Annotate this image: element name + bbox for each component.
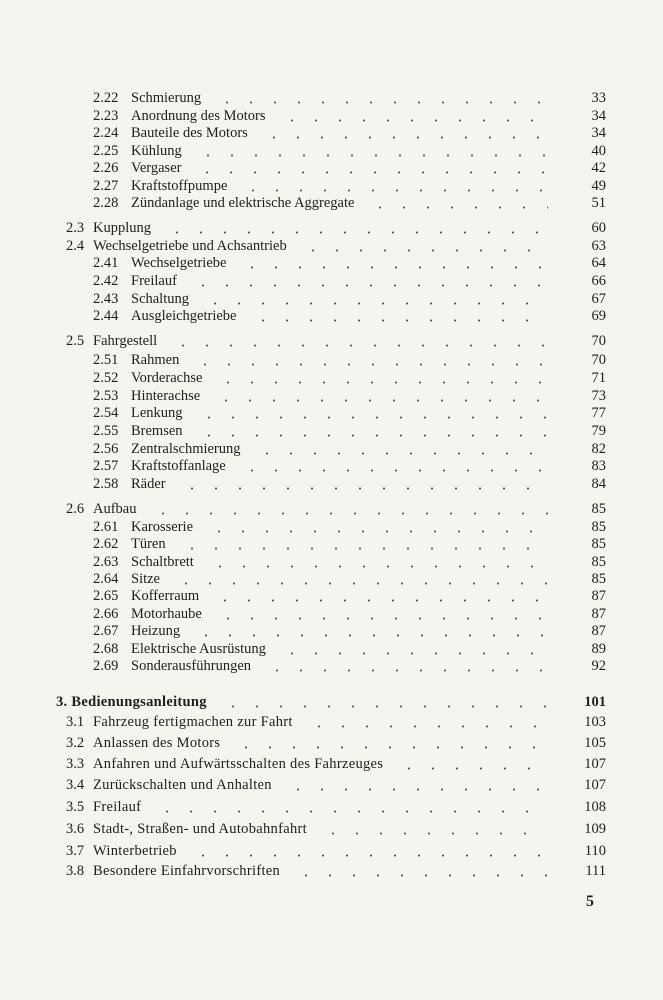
toc-entry-page: 105	[584, 735, 606, 751]
toc-entry	[0, 586, 663, 606]
dot-leader	[203, 302, 548, 305]
toc-entry-page: 70	[591, 352, 606, 368]
toc-entry	[0, 306, 663, 326]
toc-entry-number: 2.28	[93, 195, 119, 211]
toc-entry-page: 42	[591, 160, 606, 176]
dot-leader	[240, 266, 548, 269]
toc-entry-label: Kupplung	[93, 220, 151, 236]
toc-entry-number: 2.54	[93, 405, 119, 421]
toc-entry-label: Bremsen	[131, 423, 183, 439]
toc-entry-label: Elektrische Ausrüstung	[131, 641, 266, 657]
toc-entry-page: 51	[591, 195, 606, 211]
toc-entry	[0, 368, 663, 388]
dot-leader	[301, 249, 548, 252]
dot-leader	[215, 101, 548, 104]
toc-entry-number: 2.58	[93, 476, 119, 492]
toc-entry-number: 3.5	[66, 799, 85, 815]
dot-leader	[255, 452, 548, 455]
toc-entry-label: Fahrgestell	[93, 333, 158, 349]
toc-entry	[0, 456, 663, 476]
toc-entry-number: 3.1	[66, 714, 85, 730]
toc-entry-page: 82	[591, 441, 606, 457]
dot-leader	[207, 530, 548, 533]
toc-entry-number: 2.43	[93, 291, 119, 307]
toc-entry-page: 87	[591, 606, 606, 622]
toc-entry-label: Wechselgetriebe	[131, 255, 227, 271]
dot-leader	[195, 171, 548, 174]
toc-entry-label: Anlassen des Motors	[93, 735, 221, 751]
toc-entry-page: 34	[591, 108, 606, 124]
toc-entry	[0, 797, 663, 817]
toc-entry-label: Winterbetrieb	[93, 843, 177, 859]
dot-leader	[262, 136, 548, 139]
toc-entry-label: Räder	[131, 476, 166, 492]
toc-entry-label: Vorderachse	[131, 370, 203, 386]
toc-entry-number: 2.53	[93, 388, 119, 404]
toc-entry-label: Anfahren und Aufwärtsschalten des Fahrzeuges	[93, 756, 384, 772]
toc-entry-number: 2.44	[93, 308, 119, 324]
toc-entry-page: 85	[591, 554, 606, 570]
toc-entry-number: 3.4	[66, 777, 85, 793]
toc-entry-number: 2.56	[93, 441, 119, 457]
toc-entry-number: 2.5	[66, 333, 85, 349]
toc-entry-label: Hinterachse	[131, 388, 201, 404]
toc-entry-label: Ausgleichgetriebe	[131, 308, 237, 324]
dot-leader	[397, 767, 548, 770]
toc-entry-page: 85	[591, 536, 606, 552]
toc-entry-page: 69	[591, 308, 606, 324]
toc-entry-label: Sonderausführungen	[131, 658, 252, 674]
dot-leader	[251, 319, 549, 322]
toc-entry-page: 85	[591, 519, 606, 535]
toc-entry-page: 63	[591, 238, 606, 254]
dot-leader	[196, 154, 548, 157]
dot-leader	[214, 399, 548, 402]
dot-leader	[197, 434, 548, 437]
toc-entry-label: Fahrzeug fertigmachen zur Fahrt	[93, 714, 293, 730]
toc-entry-page: 87	[591, 623, 606, 639]
dot-leader	[197, 416, 548, 419]
toc-entry-page: 92	[591, 658, 606, 674]
dot-leader	[241, 189, 548, 192]
toc-entry-page: 89	[591, 641, 606, 657]
toc-entry-number: 2.65	[93, 588, 119, 604]
toc-entry	[0, 88, 663, 108]
toc-entry-page: 64	[591, 255, 606, 271]
toc-entry-number: 3.7	[66, 843, 85, 859]
toc-entry-page: 49	[591, 178, 606, 194]
toc-entry-label: Vergaser	[131, 160, 182, 176]
toc-entry-page: 103	[584, 714, 606, 730]
toc-entry-label: Zündanlage und elektrische Aggregate	[131, 195, 355, 211]
toc-entry-label: Kraftstoffanlage	[131, 458, 226, 474]
toc-entry-page: 108	[584, 799, 606, 815]
dot-leader	[294, 874, 548, 877]
toc-entry-number: 2.26	[93, 160, 119, 176]
toc-entry	[0, 403, 663, 423]
dot-leader	[280, 652, 548, 655]
toc-entry-number: 2.64	[93, 571, 119, 587]
toc-entry-label: Besondere Einfahrvorschriften	[93, 863, 281, 879]
toc-entry-page: 79	[591, 423, 606, 439]
toc-entry	[0, 775, 663, 795]
dot-leader	[155, 810, 548, 813]
toc-entry-page: 109	[584, 821, 606, 837]
toc-entry-label: Lenkung	[131, 405, 183, 421]
toc-entry	[0, 218, 663, 238]
toc-entry-number: 2.25	[93, 143, 119, 159]
toc-entry	[0, 712, 663, 732]
toc-entry-label: Schmierung	[131, 90, 202, 106]
toc-entry-number: 2.57	[93, 458, 119, 474]
dot-leader	[151, 512, 549, 515]
toc-entry-number: 2.6	[66, 501, 85, 517]
toc-entry-page: 70	[591, 333, 606, 349]
toc-entry-number: 2.52	[93, 370, 119, 386]
toc-entry-number: 3.3	[66, 756, 85, 772]
toc-entry	[0, 534, 663, 554]
toc-entry-page: 77	[591, 405, 606, 421]
toc-entry	[0, 331, 663, 351]
toc-entry-page: 83	[591, 458, 606, 474]
toc-entry-page: 40	[591, 143, 606, 159]
dot-leader	[191, 854, 548, 857]
toc-entry-label: Stadt-, Straßen- und Autobahnfahrt	[93, 821, 307, 837]
toc-entry-label: Kühlung	[131, 143, 182, 159]
toc-entry-page: 60	[591, 220, 606, 236]
toc-entry-label: Kofferraum	[131, 588, 200, 604]
toc-entry-label: Sitze	[131, 571, 160, 587]
toc-entry-number: 2.67	[93, 623, 119, 639]
toc-entry	[0, 193, 663, 213]
toc-entry-label: Rahmen	[131, 352, 180, 368]
toc-entry-page: 107	[584, 756, 606, 772]
dot-leader	[180, 547, 548, 550]
toc-entry	[0, 474, 663, 494]
toc-entry	[0, 819, 663, 839]
dot-leader	[307, 725, 548, 728]
dot-leader	[240, 469, 548, 472]
toc-entry-page: 87	[591, 588, 606, 604]
dot-leader	[321, 832, 548, 835]
toc-entry-label: Aufbau	[93, 501, 137, 517]
toc-entry-label: Schaltung	[131, 291, 189, 307]
toc-entry-number: 2.22	[93, 90, 119, 106]
toc-entry-page: 67	[591, 291, 606, 307]
toc-entry-page: 111	[585, 863, 606, 879]
toc-entry-page: 66	[591, 273, 606, 289]
toc-entry	[0, 733, 663, 753]
toc-entry-number: 2.62	[93, 536, 119, 552]
toc-entry-number: 2.69	[93, 658, 119, 674]
toc-entry-label: Bauteile des Motors	[131, 125, 248, 141]
toc-entry	[0, 841, 663, 861]
toc-entry-label: Karosserie	[131, 519, 194, 535]
toc-entry-page: 107	[584, 777, 606, 793]
toc-entry-page: 73	[591, 388, 606, 404]
toc-entry-page: 101	[584, 694, 606, 710]
dot-leader	[216, 381, 548, 384]
toc-entry-number: 3.6	[66, 821, 85, 837]
toc-entry-label: 3. Bedienungsanleitung	[56, 694, 207, 710]
dot-leader	[208, 565, 548, 568]
dot-leader	[234, 746, 548, 749]
dot-leader	[191, 284, 548, 287]
dot-leader	[216, 617, 548, 620]
dot-leader	[194, 634, 548, 637]
toc-entry	[0, 621, 663, 641]
toc-entry	[0, 499, 663, 519]
toc-entry-number: 2.41	[93, 255, 119, 271]
dot-leader	[368, 206, 548, 209]
toc-entry-page: 85	[591, 571, 606, 587]
toc-entry-number: 2.63	[93, 554, 119, 570]
dot-leader	[280, 119, 548, 122]
toc-entry-label: Kraftstoffpumpe	[131, 178, 228, 194]
toc-entry-label: Zentralschmierung	[131, 441, 241, 457]
toc-entry-label: Heizung	[131, 623, 181, 639]
dot-leader	[171, 344, 548, 347]
toc-entry-number: 2.3	[66, 220, 85, 236]
toc-entry-label: Freilauf	[131, 273, 177, 289]
toc-entry-number: 2.51	[93, 352, 119, 368]
toc-entry-number: 2.42	[93, 273, 119, 289]
toc-entry-page: 71	[591, 370, 606, 386]
dot-leader	[286, 788, 548, 791]
toc-entry-page: 84	[591, 476, 606, 492]
toc-entry-number: 2.61	[93, 519, 119, 535]
toc-entry	[0, 158, 663, 178]
toc-entry-number: 3.2	[66, 735, 85, 751]
dot-leader	[265, 669, 548, 672]
toc-entry	[0, 123, 663, 143]
toc-entry-label: Zurückschalten und Anhalten	[93, 777, 272, 793]
toc-entry	[0, 253, 663, 273]
toc-entry-page: 34	[591, 125, 606, 141]
page-number: 5	[586, 893, 594, 910]
dot-leader	[165, 231, 548, 234]
dot-leader	[180, 487, 548, 490]
toc-entry-number: 2.27	[93, 178, 119, 194]
toc-entry-number: 2.4	[66, 238, 85, 254]
dot-leader	[221, 705, 548, 708]
toc-entry-number: 2.68	[93, 641, 119, 657]
toc-entry-label: Freilauf	[93, 799, 142, 815]
toc-entry	[0, 692, 663, 712]
toc-entry	[0, 861, 663, 881]
toc-entry-number: 2.55	[93, 423, 119, 439]
toc-entry-label: Wechselgetriebe und Achsantrieb	[93, 238, 287, 254]
toc-entry	[0, 271, 663, 291]
toc-entry-page: 85	[591, 501, 606, 517]
toc-entry	[0, 421, 663, 441]
toc-entry	[0, 656, 663, 676]
toc-entry-page: 110	[584, 843, 606, 859]
toc-entry-number: 2.66	[93, 606, 119, 622]
dot-leader	[174, 582, 548, 585]
toc-entry	[0, 754, 663, 774]
dot-leader	[193, 363, 548, 366]
toc-entry-page: 33	[591, 90, 606, 106]
toc-entry-number: 2.23	[93, 108, 119, 124]
toc-entry-label: Anordnung des Motors	[131, 108, 266, 124]
toc-entry-number: 3.8	[66, 863, 85, 879]
toc-entry	[0, 350, 663, 370]
toc-entry-label: Schaltbrett	[131, 554, 194, 570]
toc-entry-label: Motorhaube	[131, 606, 202, 622]
toc-entry-number: 2.24	[93, 125, 119, 141]
dot-leader	[213, 599, 548, 602]
toc-entry-label: Türen	[131, 536, 166, 552]
